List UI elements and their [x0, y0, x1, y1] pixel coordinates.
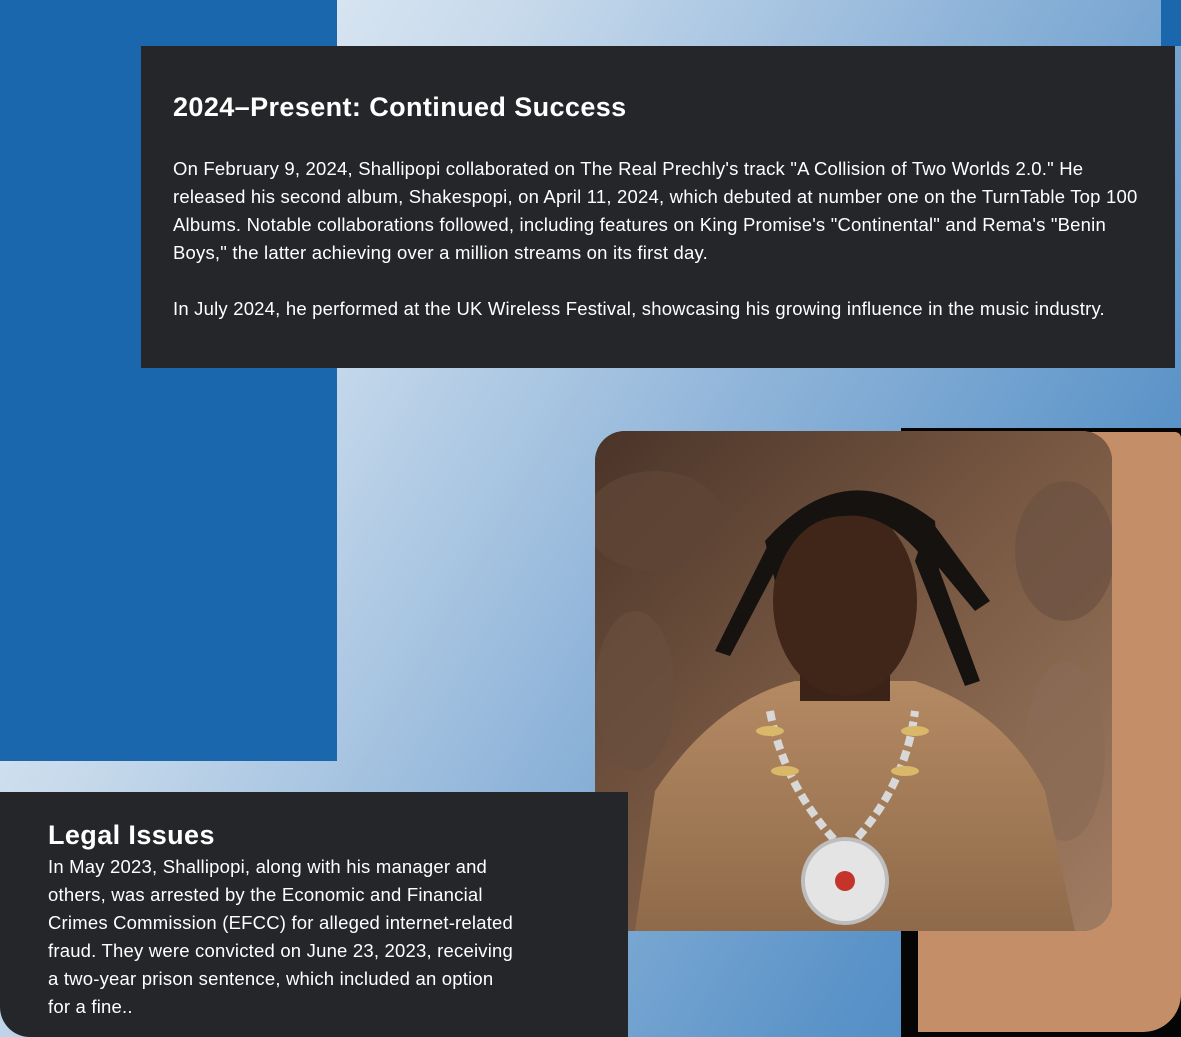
blue-corner-strip — [1161, 0, 1181, 46]
legal-issues-paragraph: In May 2023, Shallipopi, along with his manager and others, was arrested by the Economic and Financial Crimes Commission (EFCC) for alleged internet-related fraud. They were convicted on June 23, 2023, receiving a two-year prison sentence, which included an option for a fine.. — [48, 856, 514, 1017]
continued-success-paragraph-1: On February 9, 2024, Shallipopi collaborated on The Real Prechly's track "A Collision of Two Worlds 2.0." He released his second album, Shakespopi, on April 11, 2024, which debuted at number one on the TurnTable Top 100 Albums. Notable collaborations followed, including features on King Promise's "Continental" and Rema's "Benin Boys," the latter achieving over a million streams on its first day. — [173, 158, 1138, 263]
legal-issues-title: Legal Issues — [48, 820, 215, 850]
artist-portrait-photo — [595, 431, 1112, 931]
portrait-illustration — [595, 431, 1112, 931]
continued-success-panel — [141, 46, 1175, 368]
legal-issues-panel — [0, 792, 628, 1037]
continued-success-title: 2024–Present: Continued Success — [173, 92, 627, 122]
continued-success-paragraph-2: In July 2024, he performed at the UK Wireless Festival, showcasing his growing influence in the music industry. — [173, 298, 1105, 319]
